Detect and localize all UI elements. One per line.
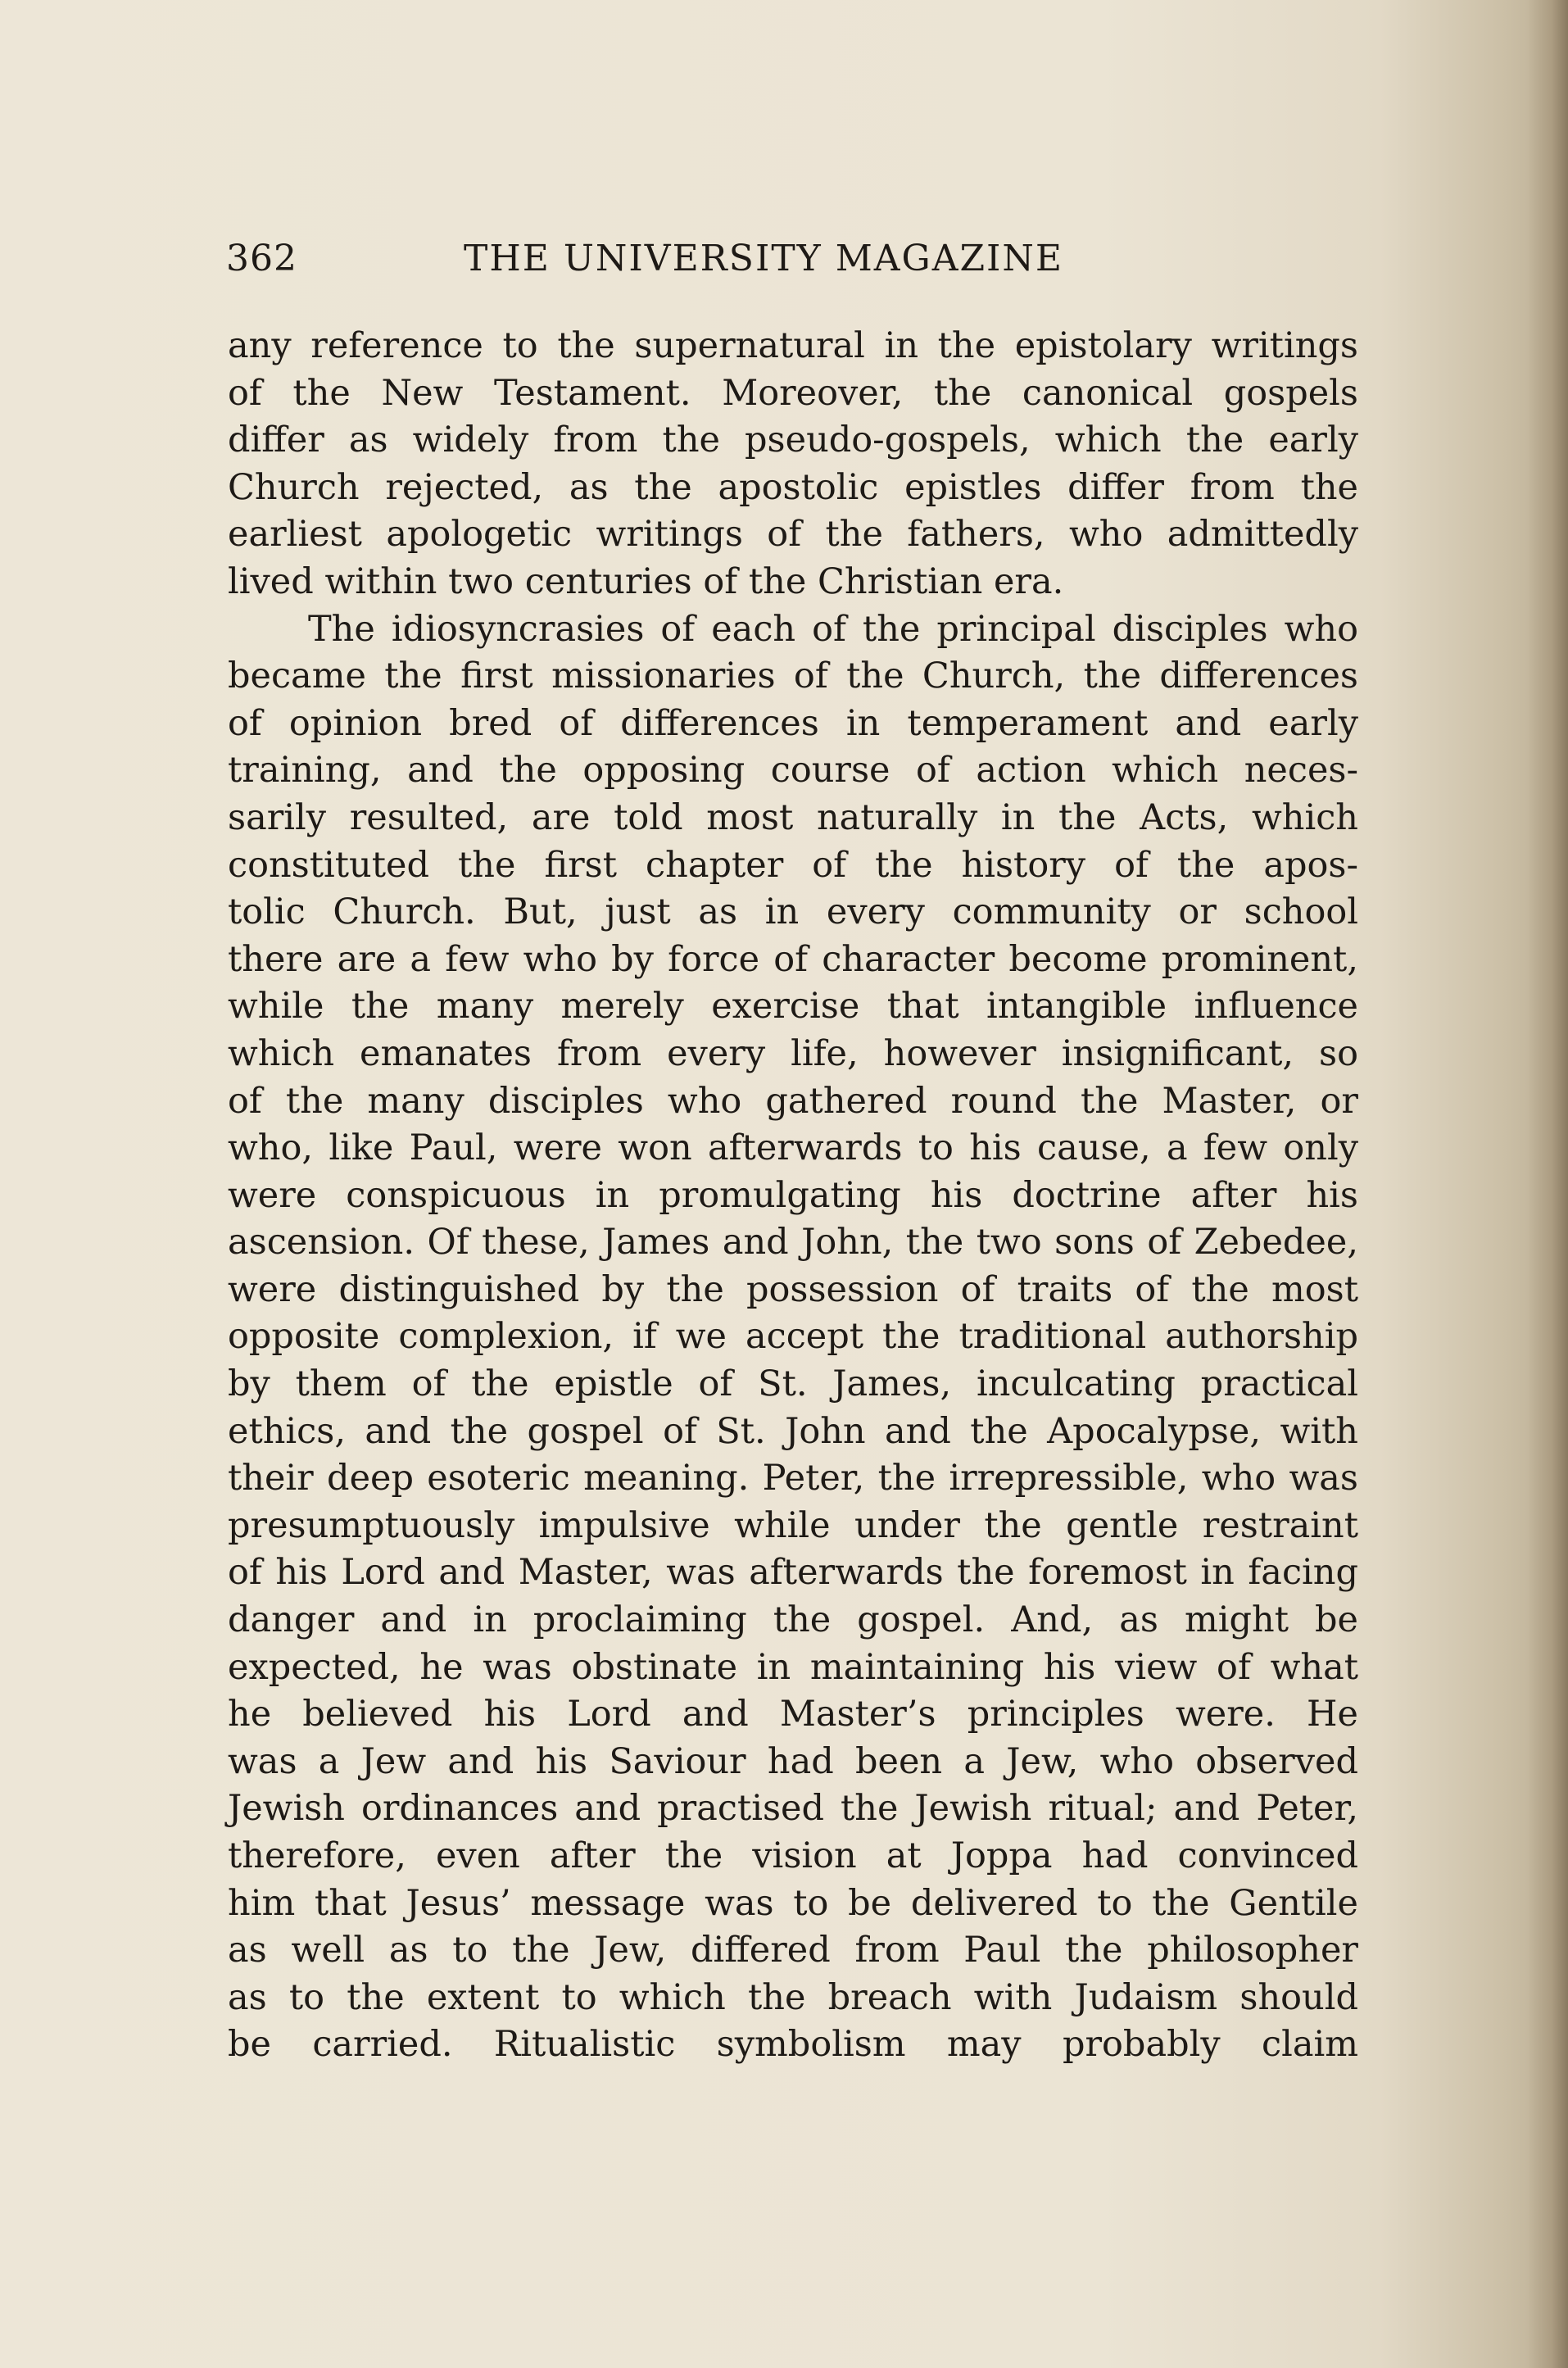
text-line: him that Jesus’ message was to be delivered to the Gentile [228,1882,1358,1924]
text-line: of his Lord and Master, was afterwards the foremost in facing [228,1552,1358,1594]
text-line: who, like Paul, were won afterwards to his cause, a few only [228,1127,1358,1169]
text-line: by them of the epistle of St. James, inculcating practical [228,1363,1358,1405]
text-line: Jewish ordinances and practised the Jewish ritual; and Peter, [228,1788,1358,1830]
text-line: which emanates from every life, however insignificant, so [228,1032,1358,1074]
text-line: there are a few who by force of character become prominent, [228,938,1358,980]
text-line: sarily resulted, are told most naturally in the Acts, which [228,796,1358,838]
text-line: of the New Testament. Moreover, the canonical gospels [228,372,1358,414]
text-line: as to the extent to which the breach with Judaism should [228,1976,1358,2018]
text-line: opposite complexion, if we accept the traditional authorship [228,1316,1358,1358]
text-line: Church rejected, as the apostolic epistles differ from the [228,466,1358,508]
page-edge-shadow [1527,0,1568,2368]
text-line: became the first missionaries of the Church, the differences [228,656,1358,697]
text-line: lived within two centuries of the Christian era. [228,560,1064,602]
text-line: presumptuously impulsive while under the gentle restraint [228,1504,1358,1546]
text-line: differ as widely from the pseudo-gospels, which the early [228,420,1358,461]
text-line: while the many merely exercise that intangible influence [228,986,1358,1027]
text-line: danger and in proclaiming the gospel. And, as might be [228,1599,1358,1641]
text-line: earliest apologetic writings of the fathers, who admittedly [228,514,1358,556]
text-line: therefore, even after the vision at Joppa had convinced [228,1835,1358,1876]
page-header [226,238,1094,295]
text-line: expected, he was obstinate in maintaining his view of what [228,1646,1358,1688]
text-line: their deep esoteric meaning. Peter, the irrepressible, who was [228,1458,1358,1499]
running-title: THE UNIVERSITY MAGAZINE [464,238,1064,279]
text-line: he believed his Lord and Master’s principles were. He [228,1694,1358,1735]
text-line: were distinguished by the possession of traits of the most [228,1268,1358,1310]
text-line: of opinion bred of differences in temperament and early [228,702,1358,744]
text-line: as well as to the Jew, differed from Paul the philosopher [228,1930,1358,1971]
text-line: tolic Church. But, just as in every community or school [228,891,1358,933]
text-line: ascension. Of these, James and John, the two sons of Zebedee, [228,1222,1358,1263]
text-line: training, and the opposing course of action which neces- [228,750,1358,792]
text-line: be carried. Ritualistic symbolism may probably claim [228,2024,1358,2066]
text-line: were conspicuous in promulgating his doctrine after his [228,1174,1358,1216]
text-line: was a Jew and his Saviour had been a Jew, who observed [228,1740,1358,1782]
text-line: constituted the first chapter of the history of the apos- [228,844,1358,886]
text-line: of the many disciples who gathered round the Master, or [228,1080,1358,1122]
text-line: any reference to the supernatural in the epistolary writings [228,325,1358,366]
text-line: ethics, and the gospel of St. John and the Apocalypse, with [228,1410,1358,1452]
page-number: 362 [226,238,297,279]
body-text [228,323,1358,2069]
paragraph-first-line: The idiosyncrasies of each of the principal disciples who [308,608,1358,650]
